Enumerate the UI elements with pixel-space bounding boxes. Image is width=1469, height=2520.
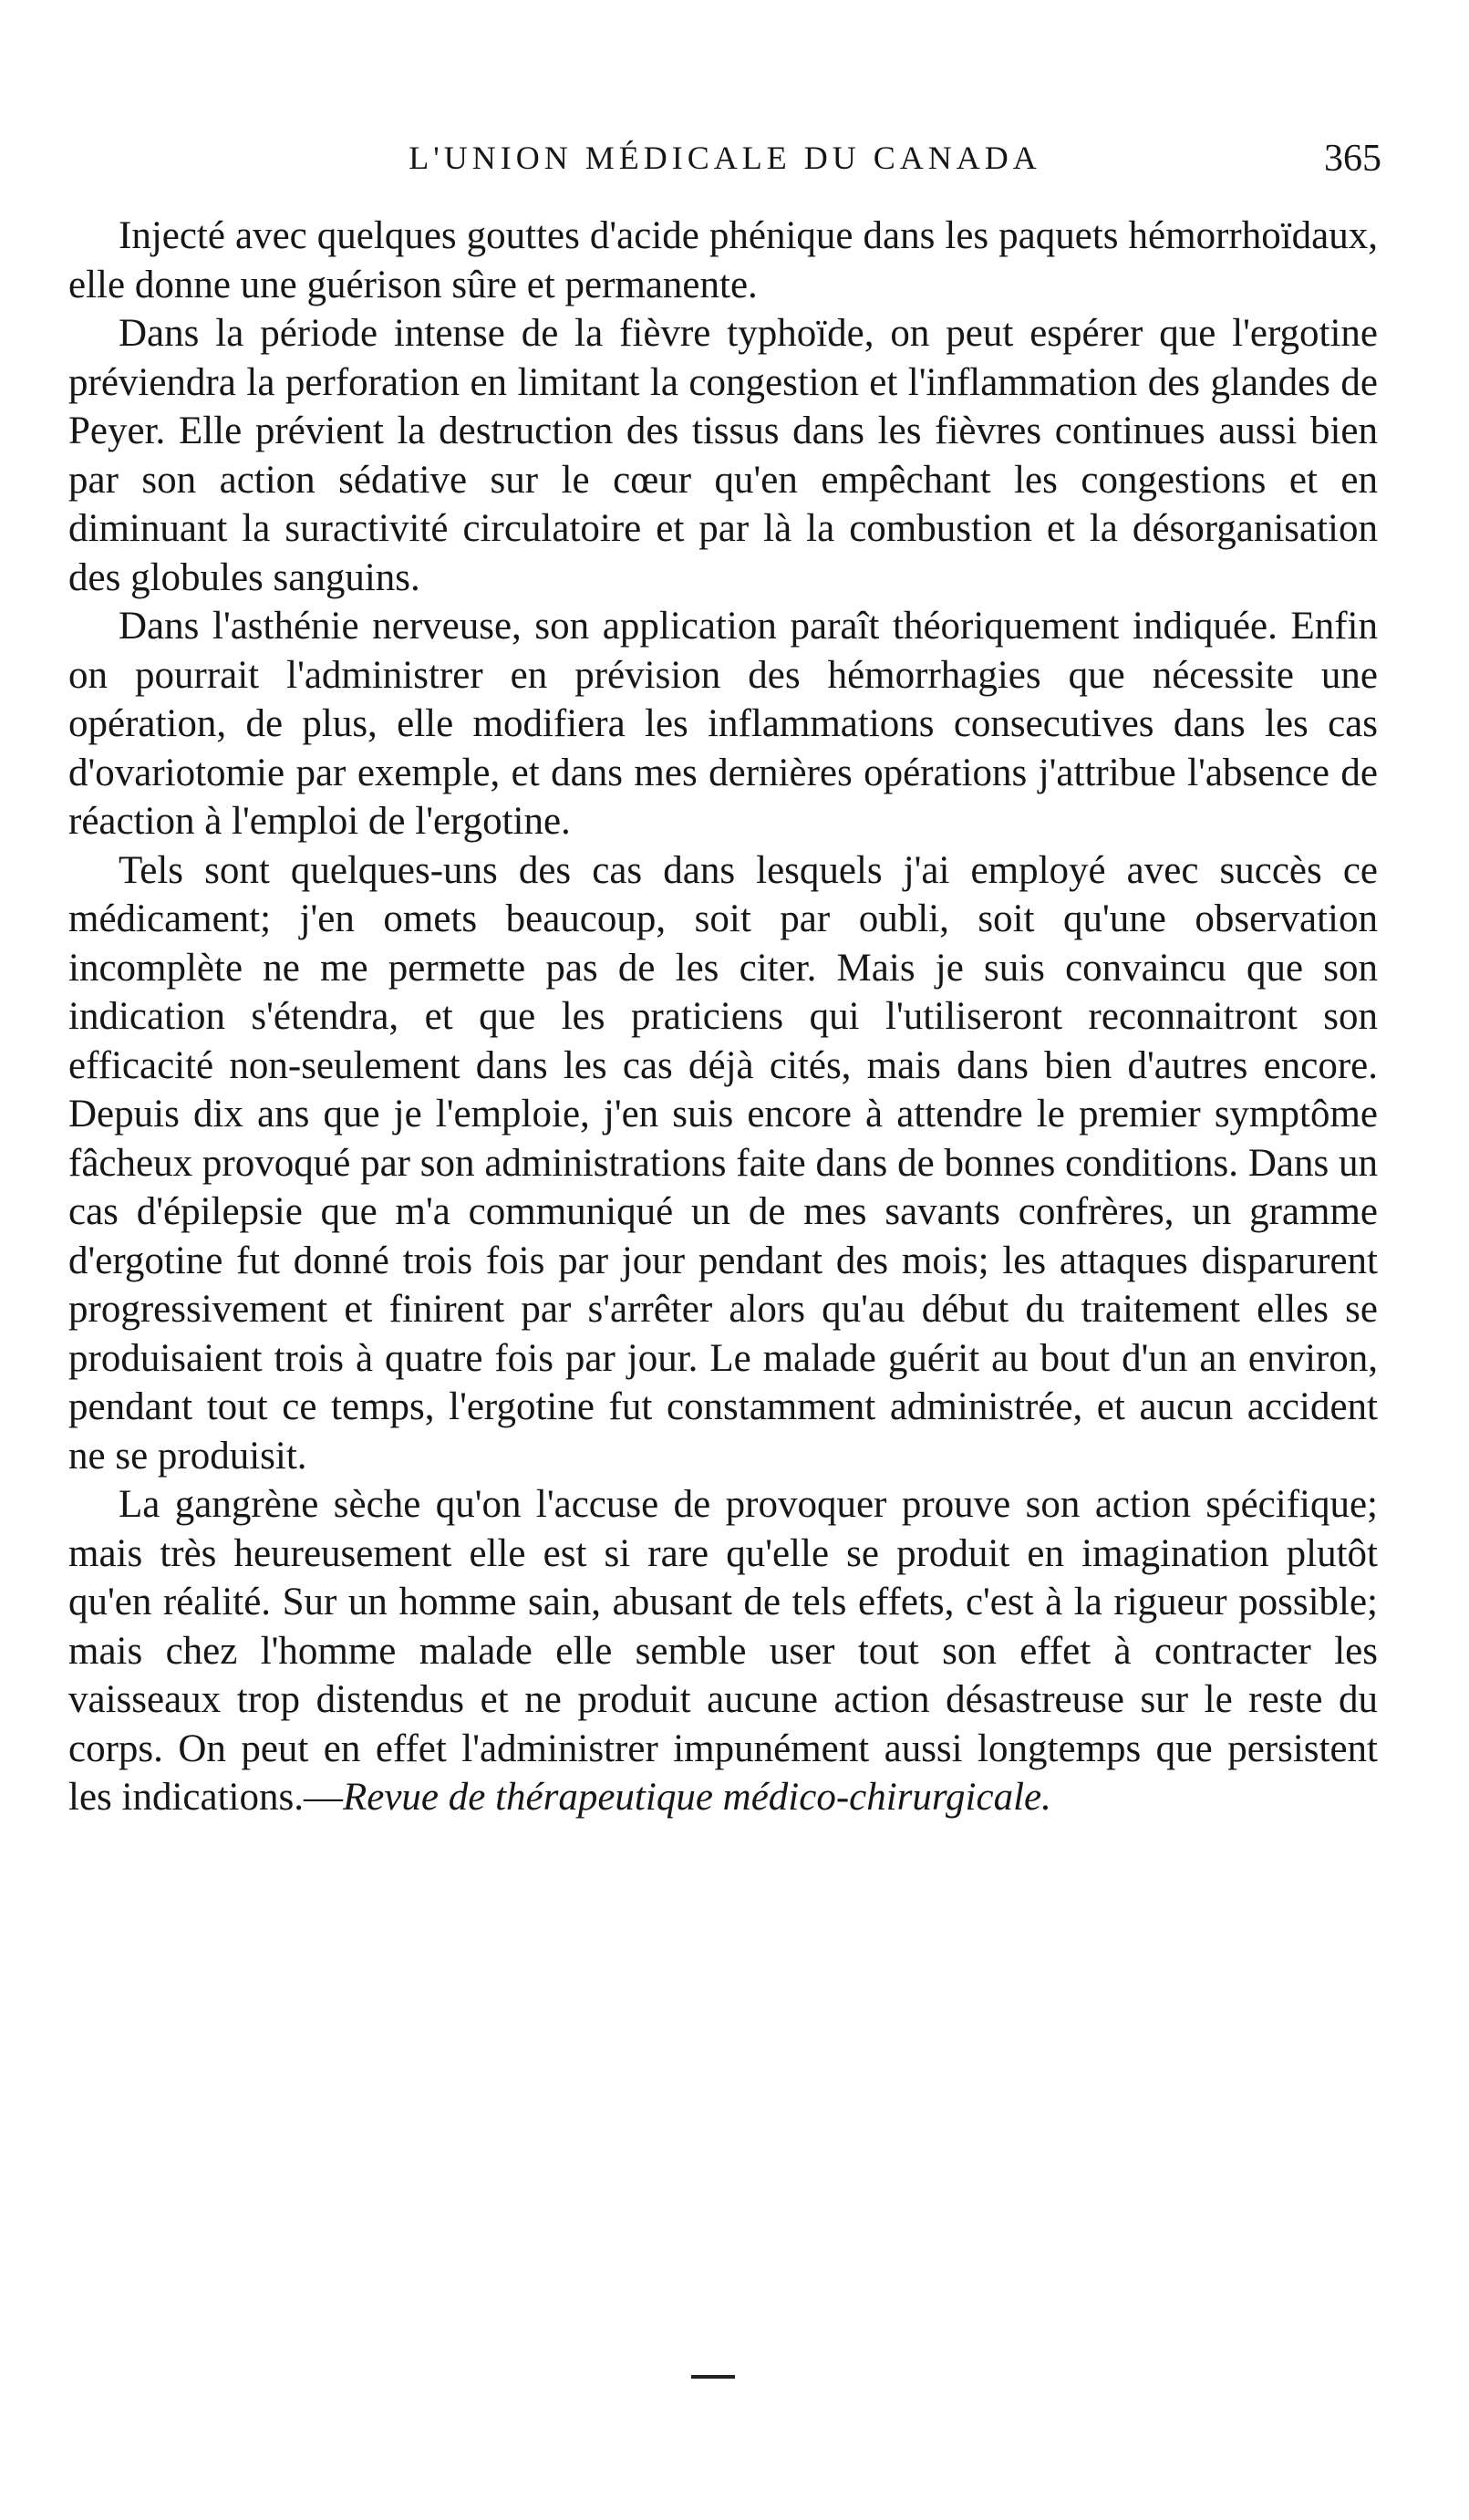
running-title: L'UNION MÉDICALE DU CANADA bbox=[409, 140, 1041, 176]
paragraph-typhoid: Dans la période intense de la fièvre typhoïde, on peut espérer que l'ergotine préviendra la perforation en limitant la congestion et l'inflammation des glandes de Peyer. Elle prévient la destruction des tissus dans les fièvres continues aussi bien par son action sédative sur le cœur qu'en empêchant les congestions et en diminuant la suractivité circulatoire et par là la combustion et la désorganisation des globules sanguins. bbox=[68, 312, 1378, 599]
article-body bbox=[68, 212, 1378, 1822]
paragraph-gangrene-text: La gangrène sèche qu'on l'accuse de provoquer prouve son action spécifique; mais très heureusement elle est si rare qu'elle se produit en imagination plutôt qu'en réalité. Sur un homme sain, abusant de tels effets, c'est à la rigueur possible; mais chez l'homme malade elle semble user tout son effet à contracter les vaisseaux trop distendus et ne produit aucune action désastreuse sur le reste du corps. On peut en effet l'administrer impunément aussi longtemps que persistent les indications.— bbox=[68, 1483, 1378, 1819]
paragraph-gangrene bbox=[68, 1480, 1378, 1822]
source-citation: Revue de thérapeutique médico-chirurgicale. bbox=[342, 1776, 1051, 1819]
running-head bbox=[68, 139, 1381, 186]
paragraph-hemorrhoids: Injecté avec quelques gouttes d'acide phénique dans les paquets hémorrhoïdaux, elle donne une guérison sûre et permanente. bbox=[68, 214, 1378, 306]
end-rule bbox=[691, 2375, 735, 2379]
paragraph-asthenia: Dans l'asthénie nerveuse, son application paraît théoriquement indiquée. Enfin on pourrait l'administrer en prévision des hémorrhagies que nécessite une opération, de plus, elle modifiera les inflammations consecutives dans les cas d'ovariotomie par exemple, et dans mes dernières opérations j'attribue l'absence de réaction à l'emploi de l'ergotine. bbox=[68, 605, 1378, 843]
paragraph-cases: Tels sont quelques-uns des cas dans lesquels j'ai employé avec succès ce médicament; j'en omets beaucoup, soit par oubli, soit qu'une observation incomplète ne me permette pas de les citer. Mais je suis convaincu que son indication s'étendra, et que les praticiens qui l'utiliseront reconnaitront son efficacité non-seulement dans les cas déjà cités, mais dans bien d'autres encore. Depuis dix ans que je l'emploie, j'en suis encore à attendre le premier symptôme fâcheux provoqué par son administrations faite dans de bonnes conditions. Dans un cas d'épilepsie que m'a communiqué un de mes savants confrères, un gramme d'ergotine fut donné trois fois par jour pendant des mois; les attaques disparurent progressivement et finirent par s'arrêter alors qu'au début du traitement elles se produisaient trois à quatre fois par jour. Le malade guérit au bout d'un an environ, pendant tout ce temps, l'ergotine fut constamment administrée, et aucun accident ne se produisit. bbox=[68, 848, 1378, 1478]
page-number: 365 bbox=[1324, 138, 1381, 180]
